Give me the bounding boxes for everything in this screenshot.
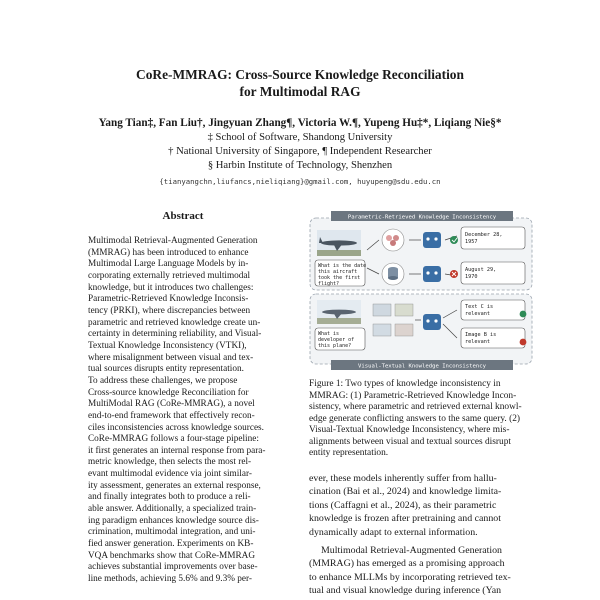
bot-icon-top — [423, 232, 441, 248]
abstract-line: where misalignment between visual and tex- — [88, 352, 254, 363]
body-line: ever, these models inherently suffer from hallu- — [309, 473, 497, 484]
text-relevance-text: Text C is relevant — [465, 304, 494, 317]
caption-line: entity representation. — [309, 448, 389, 458]
question-1-text: What is the date this aircraft took the first flight? — [318, 263, 367, 287]
abstract-line: (MMRAG) has been introduced to enhance — [88, 247, 249, 258]
abstract-line: knowledge, but it introduces two challenges: — [88, 282, 254, 293]
abstract-line: corporating externally retrieved multimodal — [88, 270, 251, 281]
figure-caption — [309, 379, 533, 460]
abstract-line: Cross-source knowledge Reconciliation for — [88, 387, 249, 398]
body-line: (MMRAG) has emerged as a promising approach — [309, 558, 505, 570]
abstract-line: able answer. Additionally, a specialized train- — [88, 504, 257, 515]
figure-1 — [309, 210, 533, 370]
cross-icon — [520, 339, 527, 346]
body-line: knowledge is frozen after pretraining and cannot — [309, 513, 501, 525]
question-2-text: What is developer of this plane? — [318, 331, 355, 349]
abstract-line: Multimodal Large Language Models by in- — [88, 259, 249, 270]
vtki-label: Visual-Textual Knowledge Inconsistency — [358, 363, 486, 370]
affiliation-3: § Harbin Institute of Technology, Shenzhen — [207, 160, 393, 171]
abstract-line: metric knowledge, then selects the most rel- — [88, 457, 252, 468]
abstract-line: parametric and retrieved knowledge create un- — [88, 317, 261, 328]
answer-1-text: December 28, 1957 — [465, 232, 503, 245]
title-line-1: CoRe-MMRAG: Cross-Source Knowledge Reconciliation — [136, 67, 464, 82]
parametric-brain-icon — [382, 229, 404, 251]
intro-body — [309, 472, 533, 598]
affiliation-2: † National University of Singapore, ¶ Independent Researcher — [168, 146, 432, 157]
abstract-line: ity assessment, generates an external response, — [88, 480, 261, 491]
caption-line: Visual-Textual Knowledge Inconsistency, where mis- — [309, 425, 510, 435]
abstract-line: CoRe-MMRAG follows a four-stage pipeline: — [88, 434, 259, 445]
abstract-line: achieves substantial improvements over base- — [88, 562, 258, 573]
bot-icon-vtki — [423, 314, 441, 330]
abstract-line: line methods, achieving 5.6% and 9.3% per- — [88, 574, 252, 585]
abstract-line: and finally integrates both to produce a reli- — [88, 492, 251, 503]
image-relevance-box — [461, 328, 525, 348]
caption-line: alignments between visual and textual sources disrupt — [309, 436, 512, 447]
abstract-line: evant multimodal evidence via joint similar- — [88, 469, 252, 480]
abstract-line: end-to-end framework that effectively recon- — [88, 410, 255, 421]
abstract-line: ciles inconsistencies across knowledge sources. — [88, 422, 264, 433]
text-relevance-box — [461, 300, 525, 320]
abstract-line: certainty in determining reliability, and Visual- — [88, 329, 262, 340]
airplane-image-2 — [317, 300, 361, 324]
abstract-line: Multimodal Retrieval-Augmented Generation — [88, 236, 258, 246]
body-line: cination (Bai et al., 2024) and knowledge limita- — [309, 486, 502, 498]
prki-label: Parametric-Retrieved Knowledge Inconsistency — [347, 214, 497, 221]
paper-title — [0, 66, 600, 100]
abstract-line: crimination, multimodal integration, and uni- — [88, 527, 256, 538]
title-line-2: for Multimodal RAG — [239, 84, 361, 99]
airplane-image-1 — [317, 230, 361, 256]
body-line: to enhance MLLMs by incorporating retrieved tex- — [309, 571, 511, 583]
retrieval-db-icon — [382, 263, 404, 285]
body-line: Multimodal Retrieval-Augmented Generation — [321, 545, 502, 557]
abstract-line: Textual Knowledge Inconsistency (VTKI), — [88, 340, 247, 351]
caption-line: MMRAG: (1) Parametric-Retrieved Knowledge Incon- — [309, 390, 517, 401]
bot-icon-bottom — [423, 266, 441, 282]
abstract-line: To address these challenges, we propose — [88, 375, 238, 386]
author-emails: {tianyangchn,liufancs,nieliqiang}@gmail.com, huyupeng@sdu.edu.cn — [159, 177, 441, 186]
answer-1-box — [461, 227, 525, 249]
author-list: Yang Tian‡, Fan Liu†, Jingyuan Zhang¶, Victoria W.¶, Yupeng Hu‡*, Liqiang Nie§* — [98, 117, 502, 129]
affiliation-1: ‡ School of Software, Shandong University — [207, 132, 393, 143]
abstract-body — [88, 236, 278, 586]
caption-line: sistency, where parametric and retrieved external knowl- — [309, 402, 522, 412]
abstract-line: fied answer generation. Experiments on KB- — [88, 539, 254, 550]
check-icon — [450, 236, 458, 244]
body-line: tual and visual knowledge during inference (Yan — [309, 585, 502, 597]
answer-2-box — [461, 262, 525, 284]
image-relevance-text: Image B is relevant — [465, 332, 497, 345]
abstract-line: ing paradigm enhances knowledge source dis- — [88, 515, 259, 526]
body-line: dynamically adapt to external information. — [309, 526, 478, 538]
abstract-line: Parametric-Retrieved Knowledge Inconsis- — [88, 294, 249, 305]
abstract-line: MultiModal RAG (CoRe-MMRAG), a novel — [88, 399, 255, 410]
caption-line: edge generate conflicting answers to the same query. (2) — [309, 413, 521, 424]
check-icon — [520, 311, 527, 318]
body-line: tions (Caffagni et al., 2024), as their parametric — [309, 499, 497, 511]
abstract-line: tual sources disrupts entity representation. — [88, 364, 244, 375]
abstract-line: tency (PRKI), where discrepancies between — [88, 305, 251, 316]
abstract-heading: Abstract — [162, 210, 204, 222]
abstract-line: VQA benchmarks show that CoRe-MMRAG — [88, 550, 256, 561]
answer-2-text: August 29, 1970 — [465, 267, 497, 280]
caption-line: Figure 1: Two types of knowledge inconsistency in — [309, 379, 501, 389]
abstract-line: it first generates an internal response from para- — [88, 445, 266, 456]
